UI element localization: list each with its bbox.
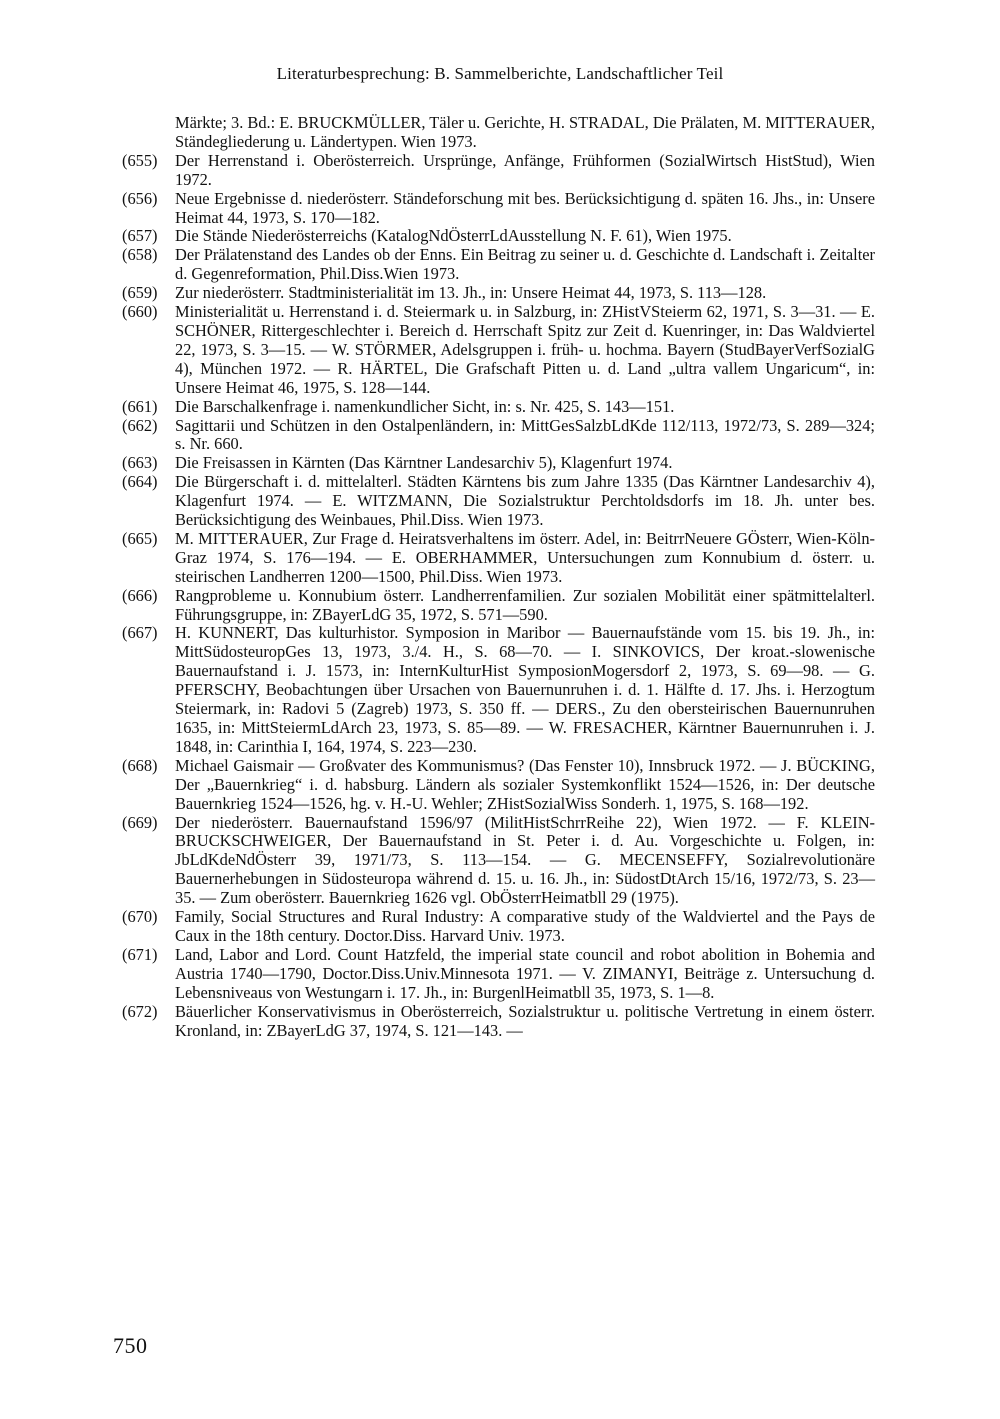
bibliography-entry xyxy=(122,227,875,246)
bibliography-entry xyxy=(122,454,875,473)
entry-text: Die Freisassen in Kärnten (Das Kärntner Landesarchiv 5), Klagenfurt 1974. xyxy=(175,453,673,473)
running-head: Literaturbesprechung: B. Sammelberichte, Landschaftlicher Teil xyxy=(276,64,724,83)
entry-text: Der niederösterr. Bauernaufstand 1596/97 (MilitHistSchrrReihe 22), Wien 1972. — F. KLEIN-BRUCKSCHWEIGER, Der Bauernaufstand in St. Peter i. d. Au. Vorgeschichte u. Folgen, in: JbLdKdeNdÖsterr 39, 1971/73, S. 113—154. — G. MECENSEFFY, Sozialrevolutionäre Bauernerhebungen in Südosteuropa während d. 15. u. 16. Jh., in: SüdostDtArch 15/16, 1972/73, S. 23—35. — Zum oberösterr. Bauernkrieg 1626 vgl. ObÖsterrHeimatbll 29 (1975). xyxy=(175,812,875,908)
entry-text: Land, Labor and Lord. Count Hatzfeld, the imperial state council and robot abolition in Bohemia and Austria 1740—1790, Doctor.Diss.Univ.Minnesota 1971. — V. ZIMANYI, Beiträge z. Untersuchung d. Lebensniveaus von Westungarn i. 17. Jh., in: BurgenlHeimatbll 35, 1973, S. 1—8. xyxy=(175,944,875,1002)
bibliography-entry xyxy=(122,624,875,756)
entry-text: Neue Ergebnisse d. niederösterr. Ständeforschung mit bes. Berücksichtigung d. späten 16. Jhs., in: Unsere Heimat 44, 1973, S. 170—182. xyxy=(175,188,875,227)
entry-number: (669) xyxy=(122,812,158,832)
entry-text: Die Bürgerschaft i. d. mittelalterl. Städten Kärntens bis zum Jahre 1335 (Das Kärntner Landesarchiv 4), Klagenfurt 1974. — E. WITZMANN, Die Sozialstruktur Perchtoldsdorfs im 18. Jh. unter bes. Berücksichtigung des Weinbaues, Phil.Diss. Wien 1973. xyxy=(175,472,875,530)
bibliography-entry xyxy=(122,114,875,152)
bibliography-list xyxy=(122,114,875,1040)
entry-text: Märkte; 3. Bd.: E. BRUCKMÜLLER, Täler u. Gerichte, H. STRADAL, Die Prälaten, M. MITTERAUER, Ständegliederung u. Ländertypen. Wien 1973. xyxy=(175,113,875,151)
bibliography-entry xyxy=(122,398,875,417)
bibliography-entry xyxy=(122,946,875,1003)
entry-number: (666) xyxy=(122,585,158,605)
entry-text: Sagittarii und Schützen in den Ostalpenländern, in: MittGesSalzbLdKde 112/113, 1972/73, S. 289—324; s. Nr. 660. xyxy=(175,415,875,454)
entry-number: (667) xyxy=(122,623,158,643)
entry-text: Der Prälatenstand des Landes ob der Enns. Ein Beitrag zu seiner u. d. Geschichte d. Landschaft i. Zeitalter d. Gegenreformation, Phil.Diss.Wien 1973. xyxy=(175,245,875,284)
entry-number: (659) xyxy=(122,283,158,303)
entry-number: (663) xyxy=(122,453,158,473)
entry-number: (672) xyxy=(122,1001,158,1021)
entry-number: (656) xyxy=(122,188,158,208)
entry-text: Der Herrenstand i. Oberösterreich. Ursprünge, Anfänge, Frühformen (SozialWirtsch HistStud), Wien 1972. xyxy=(175,150,875,189)
bibliography-entry xyxy=(122,530,875,587)
entry-number: (670) xyxy=(122,907,158,927)
entry-number: (658) xyxy=(122,245,158,265)
entry-number: (657) xyxy=(122,226,158,246)
bibliography-entry xyxy=(122,417,875,455)
entry-text: Die Barschalkenfrage i. namenkundlicher Sicht, in: s. Nr. 425, S. 143—151. xyxy=(175,396,675,416)
page-number: 750 xyxy=(113,1333,148,1358)
entry-text: Rangprobleme u. Konnubium österr. Landherrenfamilien. Zur sozialen Mobilität einer spätmittelalterl. Führungsgruppe, in: ZBayerLdG 35, 1972, S. 571—590. xyxy=(175,585,875,624)
entry-number: (671) xyxy=(122,944,158,964)
entry-number: (660) xyxy=(122,302,158,322)
entry-text: Family, Social Structures and Rural Industry: A comparative study of the Waldviertel and the Pays de Caux in the 18th century. Doctor.Diss. Harvard Univ. 1973. xyxy=(175,907,875,945)
entry-text: Bäuerlicher Konservativismus in Oberösterreich, Sozialstruktur u. politische Vertretung in einem österr. Kronland, in: ZBayerLdG 37, 1974, S. 121—143. — xyxy=(175,1001,875,1040)
entry-number: (661) xyxy=(122,396,158,416)
entry-text: Ministerialität u. Herrenstand i. d. Steiermark u. in Salzburg, in: ZHistVSteierm 62, 1971, S. 3—31. — E. SCHÖNER, Rittergeschlechter i. Bereich d. Herrschaft Spitz zur Zeit d. Kuenringer, in: Das Waldviertel 22, 1973, S. 3—15. — W. STÖRMER, Adelsgruppen i. früh- u. hochma. Bayern (StudBayerVerfSozialG 4), München 1972. — R. HÄRTEL, Die Grafschaft Pitten u. d. Land „ultra vallem Ungaricum“, in: Unsere Heimat 46, 1975, S. 128—144. xyxy=(175,302,875,397)
bibliography-entry xyxy=(122,152,875,190)
bibliography-entry xyxy=(122,1003,875,1041)
entry-text: H. KUNNERT, Das kulturhistor. Symposion in Maribor — Bauernaufstände vom 15. bis 19. Jh., in: MittSüdosteuropGes 13, 1973, 3./4. H., S. 68—70. — I. SINKOVICS, Der kroat.-slowenische Bauernaufstand i. J. 1573, in: InternKulturHist SymposionMogersdorf 2, 1973, S. 69—98. — G. PFERSCHY, Beobachtungen über Ursachen von Bauernunruhen i. d. 1. Hälfte d. 17. Jhs. i. Herzogtum Steiermark, in: Radovi 5 (Zagreb) 1973, S. 350 ff. — DERS., Zu den obersteirischen Bauernunruhen 1635, in: MittSteiermLdArch 23, 1973, S. 85—89. — W. FRESACHER, Kärntner Bauernunruhen i. J. 1848, in: Carinthia I, 164, 1974, S. 223—230. xyxy=(175,623,875,756)
entry-text: Michael Gaismair — Großvater des Kommunismus? (Das Fenster 10), Innsbruck 1972. — J. BÜCKING, Der „Bauernkrieg“ i. d. habsburg. Ländern als sozialer Systemkonflikt 1524—1526, in: Der deutsche Bauernkrieg 1524—1526, hg. v. H.-U. Wehler; ZHistSozialWiss Sonderh. 1, 1975, S. 168—192. xyxy=(175,755,875,813)
bibliography-entry xyxy=(122,757,875,814)
bibliography-entry xyxy=(122,284,875,303)
entry-number: (665) xyxy=(122,528,158,548)
bibliography-entry xyxy=(122,190,875,228)
entry-number: (664) xyxy=(122,472,158,492)
bibliography-entry xyxy=(122,814,875,909)
entry-text: M. MITTERAUER, Zur Frage d. Heiratsverhaltens im österr. Adel, in: BeitrrNeuere GÖsterr, Wien-Köln-Graz 1974, S. 176—194. — E. OBERHAMMER, Untersuchungen zum Konnubium d. österr. u. steirischen Landherren 1200—1500, Phil.Diss. Wien 1973. xyxy=(175,528,875,586)
bibliography-entry xyxy=(122,473,875,530)
bibliography-entry xyxy=(122,587,875,625)
bibliography-entry xyxy=(122,303,875,398)
bibliography-entry xyxy=(122,908,875,946)
entry-number: (662) xyxy=(122,415,158,435)
entry-number: (668) xyxy=(122,755,158,775)
bibliography-entry xyxy=(122,246,875,284)
entry-text: Die Stände Niederösterreichs (KatalogNdÖsterrLdAusstellung N. F. 61), Wien 1975. xyxy=(175,226,732,246)
entry-text: Zur niederösterr. Stadtministerialität im 13. Jh., in: Unsere Heimat 44, 1973, S. 113—128. xyxy=(175,283,767,303)
entry-number: (655) xyxy=(122,150,158,170)
